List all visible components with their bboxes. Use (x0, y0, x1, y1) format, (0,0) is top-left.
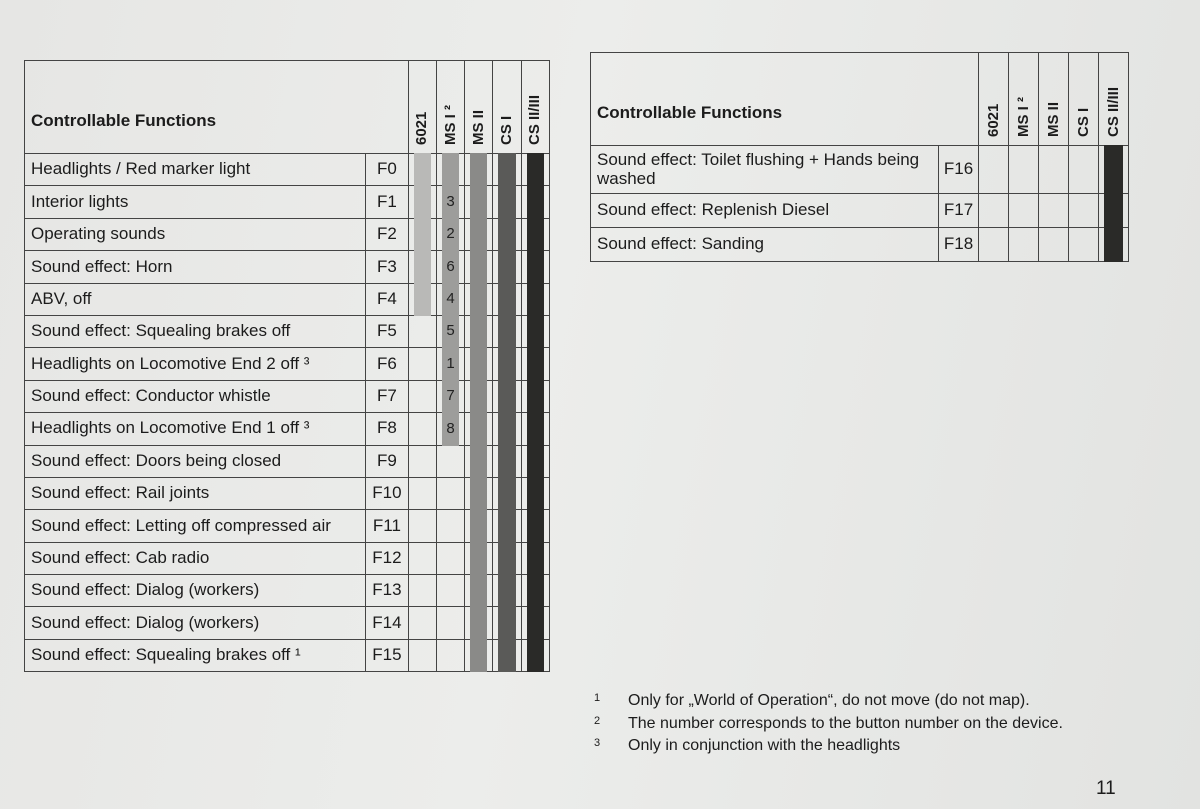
support-ms1-cell (436, 575, 464, 607)
col-head-cs23: CS II/III (1099, 53, 1129, 146)
support-6021-cell (408, 283, 436, 315)
support-ms2-bar (470, 542, 487, 575)
function-key: F15 (366, 639, 408, 671)
support-cs23-bar (527, 347, 544, 380)
table-row (25, 445, 550, 477)
ms1-button-number: 1 (446, 354, 455, 372)
col-head-ms2: MS II (465, 61, 493, 154)
support-cs1-cell (493, 154, 521, 186)
left-function-table (24, 60, 550, 672)
support-ms1-cell (436, 154, 464, 186)
support-cs23-bar (527, 380, 544, 413)
function-name: Sound effect: Dialog (workers) (25, 607, 366, 639)
table-row (25, 607, 550, 639)
table-row (25, 575, 550, 607)
support-ms2-cell (1039, 194, 1069, 228)
table-row (25, 413, 550, 445)
support-cs23-cell (1099, 194, 1129, 228)
ms1-button-number: 6 (446, 257, 455, 275)
function-key: F11 (366, 510, 408, 542)
support-cs23-bar (527, 509, 544, 542)
support-6021-cell (408, 251, 436, 283)
table-row (25, 251, 550, 283)
support-ms1-cell (436, 218, 464, 250)
support-cs23-cell (521, 607, 549, 639)
function-key: F3 (366, 251, 408, 283)
support-cs23-cell (521, 283, 549, 315)
support-6021-cell (408, 477, 436, 509)
support-cs1-cell (493, 186, 521, 218)
support-cs1-bar (498, 639, 515, 672)
table-row (25, 315, 550, 347)
function-name: Sound effect: Dialog (workers) (25, 575, 366, 607)
ms1-button-number: 4 (446, 290, 455, 307)
support-cs1-bar (498, 445, 515, 478)
support-ms1-cell (436, 445, 464, 477)
support-cs23-cell (521, 186, 549, 218)
support-cs23-bar (527, 153, 544, 186)
function-name: Operating sounds (25, 218, 366, 250)
support-ms2-cell (1039, 146, 1069, 194)
support-ms2-cell (465, 186, 493, 218)
function-name: Sound effect: Rail joints (25, 477, 366, 509)
support-cs23-bar (527, 185, 544, 218)
support-6021-cell (408, 348, 436, 380)
function-name: Sound effect: Replenish Diesel (591, 194, 939, 228)
support-ms2-cell (465, 542, 493, 574)
support-cs1-bar (498, 218, 515, 251)
support-6021-cell (408, 510, 436, 542)
function-name: Interior lights (25, 186, 366, 218)
support-cs1-bar (498, 380, 515, 413)
support-6021-cell (979, 146, 1009, 194)
support-6021-bar (414, 185, 431, 218)
function-name: Headlights on Locomotive End 1 off ³ (25, 413, 366, 445)
support-cs23-bar (527, 542, 544, 575)
support-ms1-cell (436, 251, 464, 283)
support-ms2-cell (465, 283, 493, 315)
support-cs23-cell (521, 510, 549, 542)
support-ms1-cell (436, 477, 464, 509)
support-6021-cell (408, 154, 436, 186)
support-cs23-bar (527, 315, 544, 348)
function-key: F4 (366, 283, 408, 315)
support-6021-cell (408, 315, 436, 347)
support-cs1-cell (493, 380, 521, 412)
function-name: Sound effect: Cab radio (25, 542, 366, 574)
table-row (25, 380, 550, 412)
support-cs23-bar (527, 639, 544, 672)
support-cs23-bar (527, 283, 544, 316)
support-ms2-bar (470, 639, 487, 672)
support-ms2-bar (470, 315, 487, 348)
support-ms1-cell (436, 542, 464, 574)
support-ms2-cell (465, 413, 493, 445)
support-ms2-bar (470, 380, 487, 413)
support-cs1-cell (493, 251, 521, 283)
support-cs1-bar (498, 347, 515, 380)
support-cs1-bar (498, 574, 515, 607)
support-cs1-cell (493, 315, 521, 347)
support-ms2-bar (470, 606, 487, 639)
support-cs23-bar (1104, 227, 1123, 262)
table-row (591, 194, 1129, 228)
col-head-cs1: CS I (493, 61, 521, 154)
support-cs23-bar (527, 606, 544, 639)
support-cs23-cell (521, 348, 549, 380)
function-name: Sound effect: Conductor whistle (25, 380, 366, 412)
support-ms2-bar (470, 509, 487, 542)
support-6021-bar (414, 283, 431, 316)
left-table-header-row (25, 61, 550, 154)
function-key: F5 (366, 315, 408, 347)
function-key: F17 (939, 194, 979, 228)
support-cs1-cell (493, 445, 521, 477)
support-ms2-cell (465, 218, 493, 250)
support-cs1-cell (1069, 146, 1099, 194)
support-ms2-cell (465, 380, 493, 412)
support-6021-bar (414, 218, 431, 251)
table-row (25, 186, 550, 218)
support-ms2-bar (470, 283, 487, 316)
support-cs1-cell (1069, 228, 1099, 262)
support-6021-cell (408, 575, 436, 607)
col-head-cs23: CS II/III (521, 61, 549, 154)
support-cs1-cell (493, 477, 521, 509)
left-table-title: Controllable Functions (25, 61, 409, 154)
support-6021-cell (408, 639, 436, 671)
table-row (25, 477, 550, 509)
support-ms2-cell (465, 639, 493, 671)
support-6021-cell (408, 542, 436, 574)
support-ms1-cell (436, 510, 464, 542)
support-6021-cell (408, 607, 436, 639)
support-6021-bar (414, 153, 431, 186)
support-cs23-bar (527, 250, 544, 283)
support-ms2-bar (470, 412, 487, 445)
support-6021-cell (408, 445, 436, 477)
right-table-header-row (591, 53, 1129, 146)
support-cs1-bar (498, 412, 515, 445)
support-cs23-cell (521, 218, 549, 250)
table-row (25, 218, 550, 250)
support-ms2-cell (465, 154, 493, 186)
support-ms2-cell (465, 445, 493, 477)
support-cs23-bar (527, 477, 544, 510)
support-cs1-cell (493, 510, 521, 542)
ms1-button-number: 2 (446, 225, 455, 243)
support-ms2-cell (465, 510, 493, 542)
support-ms1-cell (436, 380, 464, 412)
support-cs1-cell (493, 639, 521, 671)
ms1-button-number: 3 (446, 192, 455, 210)
support-cs1-bar (498, 153, 515, 186)
function-key: F18 (939, 228, 979, 262)
support-6021-cell (408, 186, 436, 218)
support-ms2-bar (470, 574, 487, 607)
support-ms1-cell (436, 348, 464, 380)
ms1-button-number: 7 (446, 387, 455, 405)
function-key: F2 (366, 218, 408, 250)
table-row (25, 510, 550, 542)
support-ms1-cell (436, 413, 464, 445)
support-cs1-cell (493, 283, 521, 315)
function-key: F0 (366, 154, 408, 186)
function-key: F14 (366, 607, 408, 639)
function-name: Headlights / Red marker light (25, 154, 366, 186)
page-number: 11 (1096, 778, 1116, 799)
function-name: ABV, off (25, 283, 366, 315)
support-ms2-bar (470, 185, 487, 218)
col-head-6021: 6021 (979, 53, 1009, 146)
support-ms2-cell (465, 607, 493, 639)
support-cs23-cell (521, 542, 549, 574)
function-name: Sound effect: Toilet flushing + Hands being washed (591, 146, 939, 194)
table-row (25, 639, 550, 671)
support-ms1-cell (436, 315, 464, 347)
support-ms2-bar (470, 477, 487, 510)
support-ms2-cell (465, 348, 493, 380)
support-6021-cell (979, 194, 1009, 228)
support-cs1-cell (493, 542, 521, 574)
footnote-3: 3 Only in conjunction with the headlights (594, 737, 901, 754)
support-cs23-cell (521, 154, 549, 186)
col-head-ms2: MS II (1039, 53, 1069, 146)
support-cs23-cell (521, 477, 549, 509)
function-name: Sound effect: Doors being closed (25, 445, 366, 477)
function-name: Sound effect: Horn (25, 251, 366, 283)
footnotes (594, 690, 1063, 758)
support-ms2-bar (470, 445, 487, 478)
support-ms2-cell (465, 477, 493, 509)
support-cs23-bar (527, 574, 544, 607)
function-key: F1 (366, 186, 408, 218)
support-cs23-cell (521, 575, 549, 607)
support-ms1-cell (436, 639, 464, 671)
support-cs1-bar (498, 606, 515, 639)
function-name: Sound effect: Letting off compressed air (25, 510, 366, 542)
footnote-2: 2 The number corresponds to the button number on the device. (594, 714, 1063, 732)
support-6021-cell (408, 218, 436, 250)
support-ms1-cell (1009, 228, 1039, 262)
support-cs23-bar (527, 218, 544, 251)
support-6021-cell (979, 228, 1009, 262)
support-ms2-cell (465, 251, 493, 283)
function-name: Sound effect: Sanding (591, 228, 939, 262)
support-cs1-bar (498, 509, 515, 542)
support-6021-cell (408, 413, 436, 445)
table-row (25, 542, 550, 574)
col-head-ms1: MS I ² (1009, 53, 1039, 146)
support-ms2-bar (470, 218, 487, 251)
support-cs1-bar (498, 250, 515, 283)
support-ms1-cell (436, 283, 464, 315)
support-cs23-cell (1099, 228, 1129, 262)
support-ms1-cell (436, 186, 464, 218)
support-ms1-cell (1009, 146, 1039, 194)
support-ms2-bar (470, 250, 487, 283)
support-cs23-bar (527, 412, 544, 445)
ms1-button-number: 5 (446, 322, 455, 340)
support-cs23-cell (521, 380, 549, 412)
support-ms2-bar (470, 347, 487, 380)
support-ms2-cell (465, 315, 493, 347)
function-key: F10 (366, 477, 408, 509)
function-key: F12 (366, 542, 408, 574)
support-cs1-cell (493, 218, 521, 250)
table-row (25, 154, 550, 186)
function-key: F9 (366, 445, 408, 477)
function-name: Headlights on Locomotive End 2 off ³ (25, 348, 366, 380)
support-cs23-cell (521, 445, 549, 477)
support-cs1-bar (498, 185, 515, 218)
function-key: F16 (939, 146, 979, 194)
support-cs23-bar (1104, 193, 1123, 228)
support-cs23-cell (521, 315, 549, 347)
support-ms1-bar (442, 153, 459, 186)
support-cs1-cell (493, 575, 521, 607)
support-cs23-bar (527, 445, 544, 478)
support-ms1-cell (436, 607, 464, 639)
col-head-ms1: MS I ² (436, 61, 464, 154)
support-cs23-cell (521, 639, 549, 671)
support-cs23-cell (1099, 146, 1129, 194)
table-row (591, 228, 1129, 262)
support-cs1-cell (493, 413, 521, 445)
function-key: F6 (366, 348, 408, 380)
support-cs1-bar (498, 477, 515, 510)
support-ms2-bar (470, 153, 487, 186)
support-cs1-bar (498, 542, 515, 575)
right-table-title: Controllable Functions (591, 53, 979, 146)
right-function-table (590, 52, 1129, 262)
table-row (591, 146, 1129, 194)
support-cs1-cell (493, 348, 521, 380)
col-head-6021: 6021 (408, 61, 436, 154)
support-6021-cell (408, 380, 436, 412)
col-head-cs1: CS I (1069, 53, 1099, 146)
support-cs1-cell (1069, 194, 1099, 228)
function-name: Sound effect: Squealing brakes off (25, 315, 366, 347)
support-cs23-bar (1104, 145, 1123, 194)
function-key: F8 (366, 413, 408, 445)
table-row (25, 348, 550, 380)
function-name: Sound effect: Squealing brakes off ¹ (25, 639, 366, 671)
function-key: F7 (366, 380, 408, 412)
ms1-button-number: 8 (446, 419, 455, 437)
function-key: F13 (366, 575, 408, 607)
support-ms2-cell (1039, 228, 1069, 262)
support-cs1-bar (498, 283, 515, 316)
support-cs1-cell (493, 607, 521, 639)
support-cs23-cell (521, 413, 549, 445)
support-ms1-cell (1009, 194, 1039, 228)
support-cs1-bar (498, 315, 515, 348)
footnote-1: 1 Only for „World of Operation“, do not move (do not map). (594, 692, 1030, 709)
support-6021-bar (414, 250, 431, 283)
table-row (25, 283, 550, 315)
support-cs23-cell (521, 251, 549, 283)
support-ms2-cell (465, 575, 493, 607)
